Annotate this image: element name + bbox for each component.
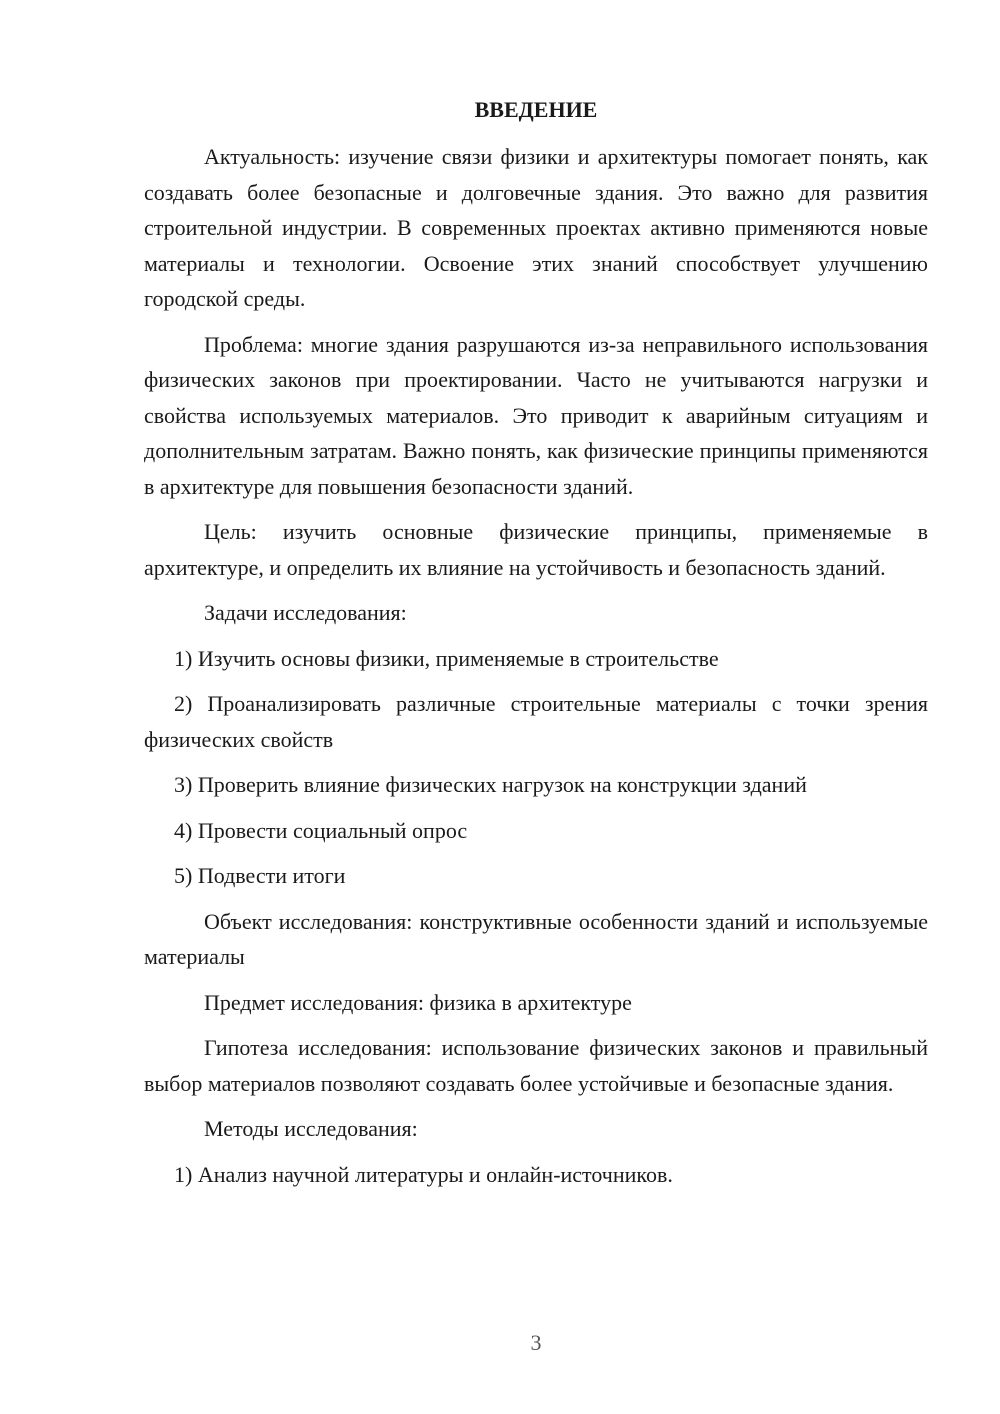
relevance-paragraph: Актуальность: изучение связи физики и архитектуры помогает понять, как создавать более безопасные и долговечные здания. Это важно для развития строительной индустрии. В современных проектах активно применяются новые материалы и технологии. Освоение этих знаний способствует улучшению городской среды. — [144, 144, 928, 311]
subject-paragraph: Предмет исследования: физика в архитектуре — [204, 989, 632, 1015]
methods-heading: Методы исследования: — [204, 1116, 418, 1141]
tasks-heading: Задачи исследования: — [204, 600, 407, 625]
page-content — [144, 92, 928, 1202]
method-item-1: 1) Анализ научной литературы и онлайн-источников. — [174, 1161, 673, 1187]
goal-paragraph: Цель: изучить основные физические принципы, применяемые в архитектуре, и определить их влияние на устойчивость и безопасность зданий. — [144, 519, 928, 580]
task-item-3: 3) Проверить влияние физических нагрузок на конструкции зданий — [174, 772, 807, 797]
task-item-2: 2) Проанализировать различные строительные материалы с точки зрения физических свойств — [144, 691, 928, 752]
task-item-5: 5) Подвести итоги — [174, 863, 346, 888]
task-item-1: 1) Изучить основы физики, применяемые в строительстве — [174, 645, 719, 671]
hypothesis-paragraph: Гипотеза исследования: использование физических законов и правильный выбор материалов позволяют создавать более устойчивые и безопасные здания. — [144, 1035, 928, 1096]
problem-paragraph: Проблема: многие здания разрушаются из-за неправильного использования физических законов при проектировании. Часто не учитываются нагрузки и свойства используемых материалов. Это приводит к аварийным ситуациям и дополнительным затратам. Важно понять, как физические принципы применяются в архитектуре для повышения безопасности зданий. — [144, 331, 928, 499]
object-paragraph: Объект исследования: конструктивные особенности зданий и используемые материалы — [144, 908, 928, 969]
task-item-4: 4) Провести социальный опрос — [174, 817, 468, 843]
page-title: ВВЕДЕНИЕ — [474, 97, 598, 122]
page-number: 3 — [530, 1330, 542, 1355]
